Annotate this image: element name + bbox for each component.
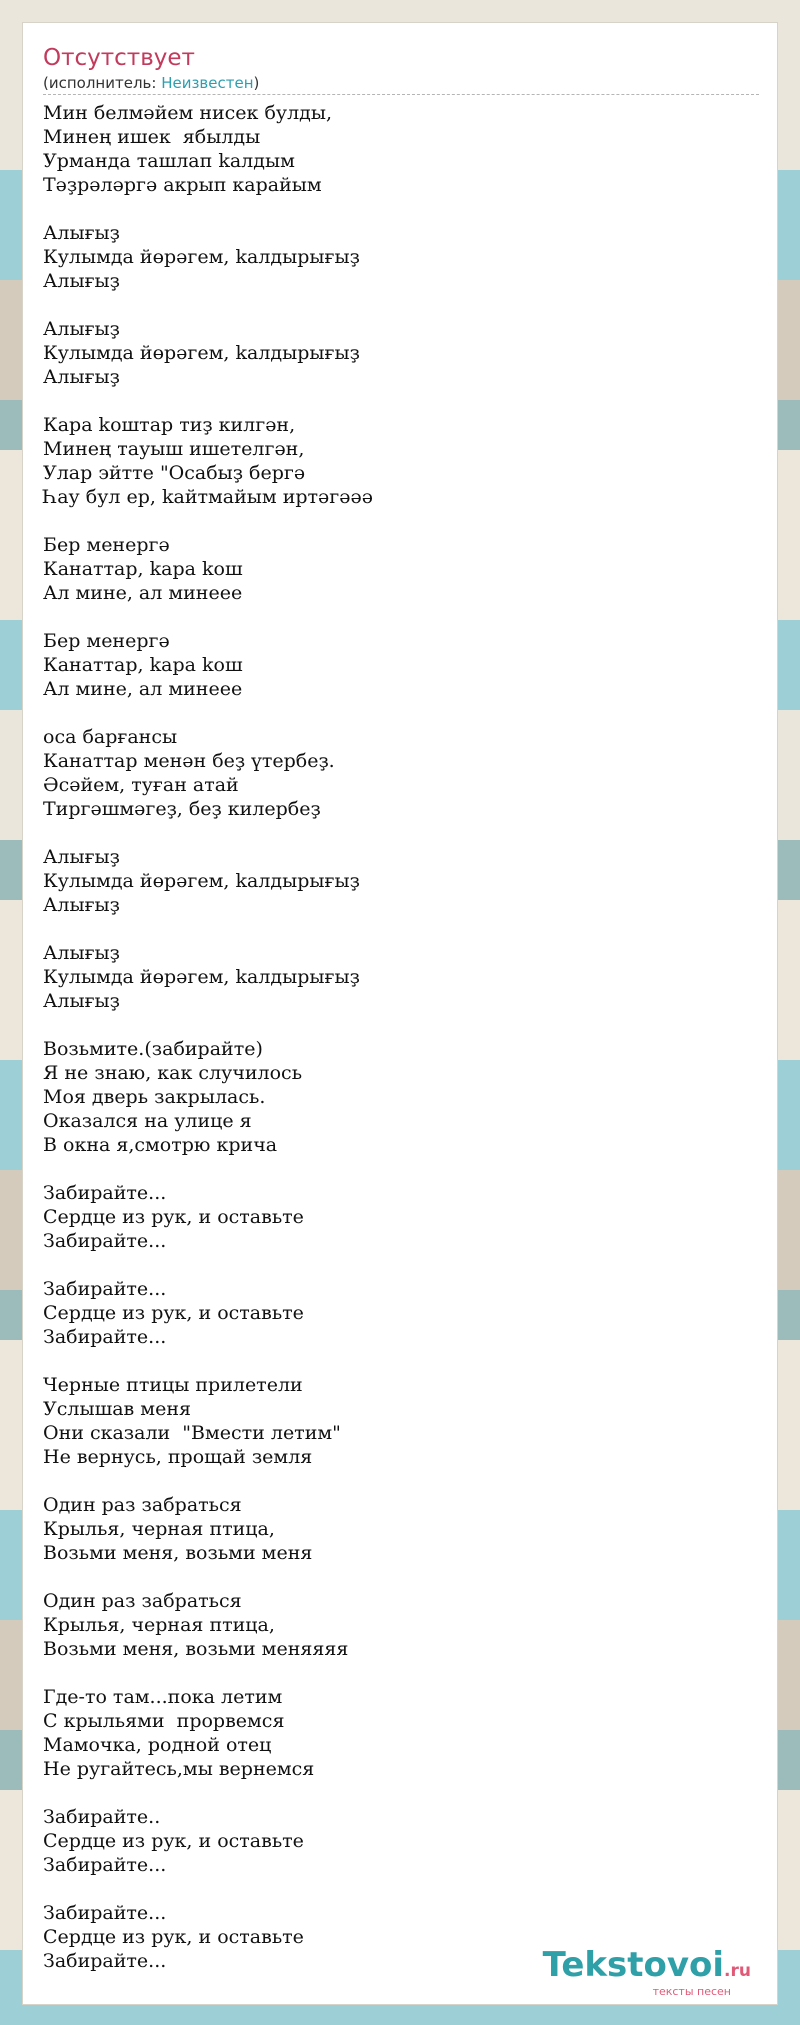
lyrics-line: Возьми меня, возьми меняяяя: [43, 1638, 349, 1660]
lyrics-line: Бер менергә: [43, 630, 170, 652]
lyrics-line: Урманда ташлап kалдым: [43, 150, 295, 172]
lyrics-line: Канаттар, kара kош: [43, 558, 243, 580]
lyrics-stanza: [43, 1805, 759, 1877]
lyrics-line: Где-то там...пока летим: [43, 1686, 283, 1708]
lyrics-line: Кулымда йөрәгем, kалдырығыҙ: [43, 342, 360, 364]
lyrics-line: Бер менергә: [43, 534, 170, 556]
lyrics-line: Кулымда йөрәгем, kалдырығыҙ: [43, 966, 360, 988]
logo-tld: .ru: [724, 1961, 751, 1981]
lyrics-line: Алығыҙ: [43, 846, 120, 868]
lyrics-stanza: [43, 101, 759, 197]
lyrics-line: оса барғансы: [43, 726, 178, 748]
lyrics-stanza: [43, 1493, 759, 1565]
lyrics-line: Один раз забраться: [43, 1494, 242, 1516]
lyrics-line: Я не знаю, как случилось: [43, 1062, 303, 1084]
lyrics-line: Алығыҙ: [43, 942, 120, 964]
lyrics-line: Не вернусь, прощай земля: [43, 1446, 313, 1468]
lyrics-stanza: [43, 1277, 759, 1349]
lyrics-stanza: [43, 221, 759, 293]
lyrics-line: Забирайте...: [43, 1854, 167, 1876]
lyrics-line: Услышав меня: [43, 1398, 191, 1420]
lyrics-line: Не ругайтесь,мы вернемся: [43, 1758, 315, 1780]
lyrics-line: Канаттар менән беҙ үтербеҙ.: [43, 750, 335, 772]
lyrics-line: Алығыҙ: [43, 990, 120, 1012]
lyrics-line: Забирайте...: [43, 1326, 167, 1348]
lyrics-line: Крылья, черная птица,: [43, 1518, 275, 1540]
lyrics-line: Забирайте...: [43, 1278, 167, 1300]
lyrics-line: Ал мине, ал минеее: [43, 678, 243, 700]
lyrics-line: Әсәйем, туған атай: [43, 774, 239, 796]
lyrics-line: Минең тауыш ишетелгән,: [43, 438, 305, 460]
logo-tagline: тексты песен: [652, 1985, 731, 1998]
logo-name: Tekstovoi: [542, 1945, 725, 1985]
lyrics-line: С крыльями прорвемся: [43, 1710, 285, 1732]
lyrics-line: Забирайте..: [43, 1806, 161, 1828]
lyrics-line: Забирайте...: [43, 1902, 167, 1924]
lyrics-stanza: [43, 629, 759, 701]
lyrics-stanza: [43, 725, 759, 821]
lyrics-line: Алығыҙ: [43, 366, 120, 388]
lyrics-stanza: [43, 1685, 759, 1781]
song-header: [43, 43, 759, 95]
lyrics-stanza: [43, 845, 759, 917]
lyrics-line: Забирайте...: [43, 1950, 167, 1972]
lyrics-line: Минең ишек ябылды: [43, 126, 261, 148]
lyrics-line: Оказался на улице я: [43, 1110, 252, 1132]
lyrics-line: Мамочка, родной отец: [43, 1734, 272, 1756]
lyrics-line: Сердце из рук, и оставьте: [43, 1830, 304, 1852]
lyrics-line: Алығыҙ: [43, 270, 120, 292]
artist-prefix: (исполнитель:: [43, 74, 162, 92]
lyrics-line: Сердце из рук, и оставьте: [43, 1926, 304, 1948]
lyrics-line: Возьмите.(забирайте): [43, 1038, 263, 1060]
lyrics-line: Забирайте...: [43, 1230, 167, 1252]
lyrics-line: Алығыҙ: [43, 318, 120, 340]
lyrics-stanza: [43, 413, 759, 509]
lyrics-stanza: [43, 1373, 759, 1469]
lyrics-line: Они сказали "Вмести летим": [43, 1422, 341, 1444]
lyrics-line: Сердце из рук, и оставьте: [43, 1302, 304, 1324]
lyrics-line: Один раз забраться: [43, 1590, 242, 1612]
lyrics-line: Крылья, черная птица,: [43, 1614, 275, 1636]
lyrics-line: Ал мине, ал минеее: [43, 582, 243, 604]
lyrics-stanza: [43, 317, 759, 389]
lyrics-line: Забирайте...: [43, 1182, 167, 1204]
lyrics-line: Кулымда йөрәгем, kалдырығыҙ: [43, 246, 360, 268]
lyrics-line: Канаттар, kара kош: [43, 654, 243, 676]
lyrics-card: [22, 22, 778, 2005]
lyrics-line: Сердце из рук, и оставьте: [43, 1206, 304, 1228]
artist-link[interactable]: Неизвестен: [161, 74, 254, 92]
lyrics-stanza: [43, 1037, 759, 1157]
song-title: Отсутствует: [43, 45, 195, 71]
lyrics-line: Тиргәшмәгеҙ, беҙ килербеҙ: [43, 798, 321, 820]
lyrics-stanza: [43, 1589, 759, 1661]
lyrics-line: Улар эйтте "Осабыҙ бергә: [43, 462, 306, 484]
lyrics-line: Черные птицы прилетели: [43, 1374, 303, 1396]
lyrics-line: Һау бул ер, kайтмайым иртәгәәә: [43, 486, 373, 508]
lyrics-line: Алығыҙ: [43, 222, 120, 244]
lyrics-line: В окна я,смотрю крича: [43, 1134, 278, 1156]
lyrics-line: Кулымда йөрәгем, kалдырығыҙ: [43, 870, 360, 892]
lyrics-text: [43, 101, 759, 1997]
site-logo[interactable]: [543, 1947, 751, 1998]
lyrics-line: Возьми меня, возьми меня: [43, 1542, 313, 1564]
lyrics-stanza: [43, 533, 759, 605]
lyrics-stanza: [43, 1181, 759, 1253]
lyrics-line: Мин белмәйем нисек булды,: [43, 102, 332, 124]
lyrics-line: Алығыҙ: [43, 894, 120, 916]
artist-suffix: ): [253, 74, 260, 92]
lyrics-line: Кара kоштар тиҙ килгән,: [43, 414, 296, 436]
artist-line: [43, 73, 759, 95]
lyrics-line: Тәҙрәләргә акрып карайым: [43, 174, 322, 196]
lyrics-line: Моя дверь закрылась.: [43, 1086, 266, 1108]
lyrics-stanza: [43, 941, 759, 1013]
